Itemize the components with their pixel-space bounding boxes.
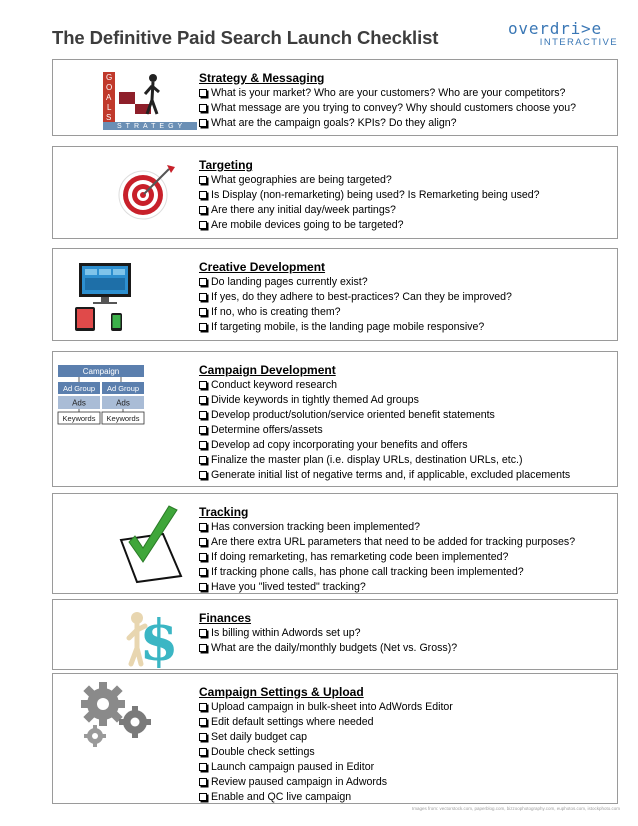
diagram-ads-label: Ads bbox=[72, 398, 86, 408]
checkbox-icon bbox=[199, 441, 207, 449]
checkbox-icon bbox=[199, 778, 207, 786]
section-content bbox=[199, 611, 611, 656]
checklist-item bbox=[199, 775, 611, 790]
checkbox-icon bbox=[199, 206, 207, 214]
checklist-item-text: Edit default settings where needed bbox=[211, 716, 374, 728]
page-title: The Definitive Paid Search Launch Checklist bbox=[52, 27, 439, 48]
checklist-item bbox=[199, 305, 611, 320]
checklist-item bbox=[199, 550, 611, 565]
checklist-item bbox=[199, 641, 611, 656]
section-content bbox=[199, 363, 611, 483]
checkbox-icon bbox=[199, 471, 207, 479]
checklist-item-text: Conduct keyword research bbox=[211, 379, 338, 391]
section-image bbox=[53, 494, 197, 593]
checklist-item bbox=[199, 580, 611, 595]
section-title: Creative Development bbox=[199, 260, 326, 274]
checkbox-icon bbox=[199, 323, 207, 331]
campaign-structure-diagram bbox=[55, 362, 197, 434]
goals-strategy-icon bbox=[53, 70, 197, 130]
checkbox-icon bbox=[199, 293, 207, 301]
checklist-item-text: If tracking phone calls, has phone call tracking been implemented? bbox=[211, 566, 524, 578]
checklist-item-text: If yes, do they adhere to best-practices? Can they be improved? bbox=[211, 291, 512, 303]
gears-icon bbox=[69, 680, 169, 750]
checklist-item bbox=[199, 218, 611, 233]
checklist-item bbox=[199, 760, 611, 775]
checklist-item-text: Launch campaign paused in Editor bbox=[211, 761, 375, 773]
checkbox-icon bbox=[199, 176, 207, 184]
checklist-item-text: Has conversion tracking been implemented? bbox=[211, 521, 421, 533]
header bbox=[0, 0, 638, 52]
checklist-item bbox=[199, 408, 611, 423]
checklist-item-text: Review paused campaign in Adwords bbox=[211, 776, 388, 788]
checkbox-icon bbox=[199, 733, 207, 741]
section-targeting bbox=[52, 146, 618, 239]
checkbox-icon bbox=[199, 748, 207, 756]
checklist-item-text: Divide keywords in tightly themed Ad groups bbox=[211, 394, 419, 406]
svg-text:O: O bbox=[106, 83, 113, 92]
checklist-item bbox=[199, 520, 611, 535]
svg-text:S: S bbox=[106, 113, 112, 122]
section-image bbox=[53, 674, 197, 803]
checkbox-icon bbox=[199, 191, 207, 199]
checkbox-icon bbox=[199, 381, 207, 389]
checkbox-icon bbox=[199, 703, 207, 711]
checkbox-icon bbox=[199, 396, 207, 404]
section-title: Finances bbox=[199, 611, 252, 625]
checkbox-icon bbox=[199, 718, 207, 726]
section-content bbox=[199, 685, 611, 805]
checklist-item bbox=[199, 173, 611, 188]
checkbox-icon bbox=[199, 104, 207, 112]
section-title: Targeting bbox=[199, 158, 253, 172]
checklist-item-text: If doing remarketing, has remarketing code been implemented? bbox=[211, 551, 509, 563]
checklist-item-text: What message are you trying to convey? Why should customers choose you? bbox=[211, 102, 577, 114]
checklist-item bbox=[199, 453, 611, 468]
section-title: Tracking bbox=[199, 505, 249, 519]
checklist-item bbox=[199, 378, 611, 393]
section-content bbox=[199, 260, 611, 335]
checklist-item-text: Are mobile devices going to be targeted? bbox=[211, 219, 404, 231]
section-campaign-development bbox=[52, 351, 618, 487]
checklist-item bbox=[199, 730, 611, 745]
diagram-adgroup-label: Ad Group bbox=[62, 384, 96, 393]
section-strategy-messaging bbox=[52, 59, 618, 136]
checkbox-icon bbox=[199, 523, 207, 531]
section-image bbox=[53, 352, 197, 486]
checklist-item-text: What are the campaign goals? KPIs? Do they align? bbox=[211, 117, 457, 129]
checklist-item bbox=[199, 290, 611, 305]
checklist-item-text: Enable and QC live campaign bbox=[211, 791, 352, 803]
checklist-item bbox=[199, 715, 611, 730]
section-tracking bbox=[52, 493, 618, 594]
checklist-item-text: Determine offers/assets bbox=[211, 424, 323, 436]
checkbox-icon bbox=[199, 308, 207, 316]
section-image bbox=[53, 60, 197, 135]
logo-tagline: INTERACTIVE bbox=[539, 37, 618, 48]
checklist-item-text: If targeting mobile, is the landing page mobile responsive? bbox=[211, 321, 485, 333]
checkbox-icon bbox=[199, 583, 207, 591]
checklist-item-text: What is your market? Who are your customers? Who are your competitors? bbox=[211, 87, 566, 99]
section-image bbox=[53, 147, 197, 238]
checklist-item bbox=[199, 275, 611, 290]
svg-text:L: L bbox=[107, 103, 112, 112]
section-content bbox=[199, 505, 611, 595]
checklist-item-text: Is billing within Adwords set up? bbox=[211, 627, 361, 639]
checkbox-icon bbox=[199, 538, 207, 546]
checklist-item-text: Finalize the master plan (i.e. display URLs, destination URLs, etc.) bbox=[211, 454, 523, 466]
checklist-item bbox=[199, 116, 611, 131]
checkbox-icon bbox=[199, 278, 207, 286]
checklist-item-text: Double check settings bbox=[211, 746, 315, 758]
svg-text:G: G bbox=[106, 73, 113, 82]
checkbox-icon bbox=[199, 644, 207, 652]
svg-text:$: $ bbox=[139, 608, 179, 668]
checklist-item bbox=[199, 423, 611, 438]
diagram-campaign-label: Campaign bbox=[82, 367, 120, 376]
brand-logo bbox=[508, 20, 620, 50]
section-creative-development bbox=[52, 248, 618, 341]
logo-wordmark: overdri>e bbox=[508, 19, 602, 38]
checklist-item bbox=[199, 468, 611, 483]
checkbox-icon bbox=[199, 221, 207, 229]
checkbox-icon bbox=[199, 629, 207, 637]
diagram-adgroup-label: Ad Group bbox=[106, 384, 140, 393]
svg-text:A: A bbox=[106, 93, 112, 102]
target-icon bbox=[117, 163, 181, 223]
checklist-item-text: What are the daily/monthly budgets (Net vs. Gross)? bbox=[211, 642, 458, 654]
checkmark-icon bbox=[117, 504, 187, 584]
section-content bbox=[199, 71, 611, 131]
checklist-item-text: Is Display (non-remarketing) being used? Is Remarketing being used? bbox=[211, 189, 540, 201]
diagram-keywords-label: Keywords bbox=[62, 414, 96, 423]
checklist-item-text: What geographies are being targeted? bbox=[211, 174, 392, 186]
checklist-item bbox=[199, 565, 611, 580]
checklist-item bbox=[199, 188, 611, 203]
section-finances bbox=[52, 599, 618, 670]
diagram-ads-label: Ads bbox=[116, 398, 130, 408]
checklist-item-text: Are there any initial day/week partings? bbox=[211, 204, 396, 216]
section-image bbox=[53, 600, 197, 669]
checklist-item bbox=[199, 790, 611, 805]
section-title: Strategy & Messaging bbox=[199, 71, 325, 85]
checkbox-icon bbox=[199, 426, 207, 434]
dollar-sign-icon bbox=[115, 604, 185, 668]
section-image bbox=[53, 249, 197, 340]
checklist-item bbox=[199, 626, 611, 641]
devices-icon bbox=[75, 261, 175, 331]
svg-text:STRATEGY: STRATEGY bbox=[117, 123, 187, 130]
checklist-item bbox=[199, 745, 611, 760]
section-title: Campaign Settings & Upload bbox=[199, 685, 364, 699]
checklist-item bbox=[199, 203, 611, 218]
checkbox-icon bbox=[199, 89, 207, 97]
diagram-keywords-label: Keywords bbox=[106, 414, 140, 423]
checkbox-icon bbox=[199, 456, 207, 464]
checklist-item-text: Generate initial list of negative terms and, if applicable, excluded placements bbox=[211, 469, 571, 481]
checkbox-icon bbox=[199, 568, 207, 576]
checkbox-icon bbox=[199, 793, 207, 801]
checklist-item bbox=[199, 393, 611, 408]
checkbox-icon bbox=[199, 763, 207, 771]
checklist-item-text: Develop product/solution/service oriented benefit statements bbox=[211, 409, 495, 421]
checklist-item-text: Have you "lived tested" tracking? bbox=[211, 581, 366, 593]
checklist-item bbox=[199, 320, 611, 335]
checklist-item-text: If no, who is creating them? bbox=[211, 306, 341, 318]
checklist-item bbox=[199, 700, 611, 715]
checklist-item-text: Upload campaign in bulk-sheet into AdWords Editor bbox=[211, 701, 453, 713]
checklist-item bbox=[199, 438, 611, 453]
checkbox-icon bbox=[199, 411, 207, 419]
checklist-item-text: Develop ad copy incorporating your benefits and offers bbox=[211, 439, 468, 451]
section-title: Campaign Development bbox=[199, 363, 336, 377]
checklist-item bbox=[199, 86, 611, 101]
image-credits: Images from: vectorstock.com, paperblog.com, bizzoophotography.com, euphotos.com, istockphoto.com bbox=[411, 806, 620, 811]
section-campaign-settings-upload bbox=[52, 673, 618, 804]
checklist-item-text: Set daily budget cap bbox=[211, 731, 308, 743]
checklist-item bbox=[199, 101, 611, 116]
section-content bbox=[199, 158, 611, 233]
checklist-item-text: Are there extra URL parameters that need to be added for tracking purposes? bbox=[211, 536, 576, 548]
checkbox-icon bbox=[199, 553, 207, 561]
checkbox-icon bbox=[199, 119, 207, 127]
checklist-item bbox=[199, 535, 611, 550]
checklist-item-text: Do landing pages currently exist? bbox=[211, 276, 368, 288]
